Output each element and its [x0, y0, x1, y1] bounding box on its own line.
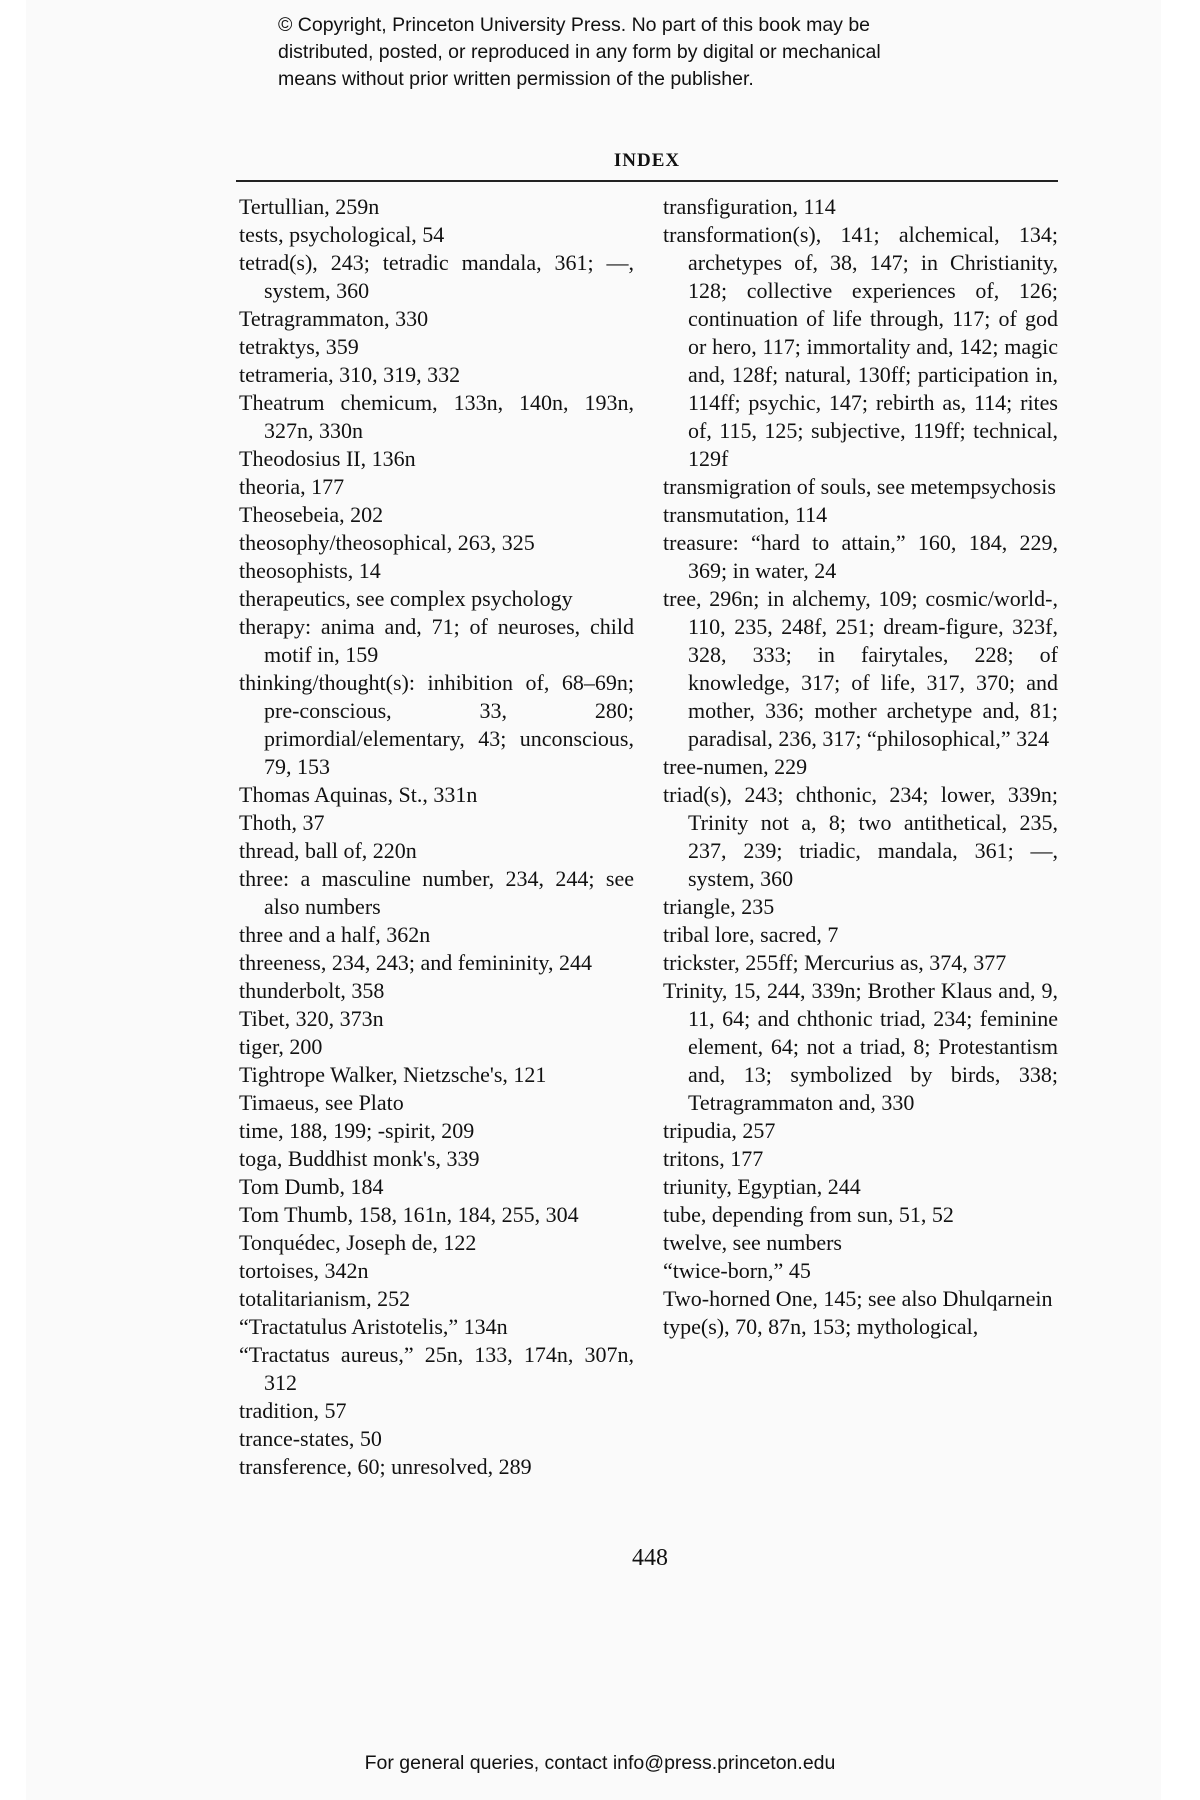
index-entry: transmigration of souls, see metempsychosis: [663, 474, 1056, 499]
index-entry: Tetragrammaton, 330: [239, 306, 429, 331]
index-entry: tradition, 57: [239, 1398, 347, 1423]
index-entry: tribal lore, sacred, 7: [663, 922, 839, 947]
index-entry: Theosebeia, 202: [239, 502, 384, 527]
index-entry: thinking/thought(s): inhibition of, 68–69n; pre-conscious, 33, 280; primordial/elementary, 43; unconscious, 79, 153: [239, 670, 634, 779]
index-entry: type(s), 70, 87n, 153; mythological,: [663, 1314, 979, 1339]
index-right-column: [663, 193, 1058, 1341]
index-entry: tetrameria, 310, 319, 332: [239, 362, 461, 387]
index-entry: tube, depending from sun, 51, 52: [663, 1202, 954, 1227]
index-entry: “Tractatulus Aristotelis,” 134n: [239, 1314, 508, 1339]
index-entry: Tightrope Walker, Nietzsche's, 121: [239, 1062, 547, 1087]
index-entry: three: a masculine number, 234, 244; see also numbers: [239, 866, 634, 919]
index-entry: transformation(s), 141; alchemical, 134; archetypes of, 38, 147; in Christianity, 128; collective experiences of, 126; continuation of life through, 117; of god or hero, 117; immortality and, 142; magic and, 128f; natural, 130ff; participation in, 114ff; psychic, 147; rebirth as, 114; rites of, 115, 125; subjective, 119ff; technical, 129f: [663, 222, 1058, 471]
book-page: [26, 0, 1161, 1800]
index-entry: twelve, see numbers: [663, 1230, 842, 1255]
index-entry: tree, 296n; in alchemy, 109; cosmic/world-, 110, 235, 248f, 251; dream-figure, 323f, 328, 333; in fairytales, 228; of knowledge, 317; of life, 317, 370; and mother, 336; mother archetype and, 81; paradisal, 236, 317; “philosophical,” 324: [663, 586, 1058, 751]
index-entry: “Tractatus aureus,” 25n, 133, 174n, 307n, 312: [239, 1342, 634, 1395]
index-entry: transmutation, 114: [663, 502, 828, 527]
index-entry: treasure: “hard to attain,” 160, 184, 229, 369; in water, 24: [663, 530, 1058, 583]
index-entry: triunity, Egyptian, 244: [663, 1174, 861, 1199]
index-entry: time, 188, 199; -spirit, 209: [239, 1118, 475, 1143]
index-entry: toga, Buddhist monk's, 339: [239, 1146, 480, 1171]
index-entry: Trinity, 15, 244, 339n; Brother Klaus and, 9, 11, 64; and chthonic triad, 234; feminine element, 64; not a triad, 8; Protestantism and, 13; symbolized by birds, 338; Tetragrammaton and, 330: [663, 978, 1058, 1115]
index-entry: Tibet, 320, 373n: [239, 1006, 384, 1031]
index-left-column: [239, 193, 634, 1481]
index-entry: trickster, 255ff; Mercurius as, 374, 377: [663, 950, 1007, 975]
running-header: INDEX: [613, 150, 681, 171]
index-entry: Tonquédec, Joseph de, 122: [239, 1230, 477, 1255]
index-entry: Timaeus, see Plato: [239, 1090, 404, 1115]
index-entry: transference, 60; unresolved, 289: [239, 1454, 532, 1479]
index-entry: Tom Thumb, 158, 161n, 184, 255, 304: [239, 1202, 579, 1227]
index-entry: Two-horned One, 145; see also Dhulqarnein: [663, 1286, 1053, 1311]
index-entry: therapy: anima and, 71; of neuroses, child motif in, 159: [239, 614, 634, 667]
index-entry: tetrad(s), 243; tetradic mandala, 361; —, system, 360: [239, 250, 634, 303]
index-entry: theoria, 177: [239, 474, 345, 499]
copyright-notice: © Copyright, Princeton University Press. No part of this book may be distributed, posted, or reproduced in any form by digital or mechanical means without prior written permission of the publisher.: [278, 14, 881, 90]
index-entry: theosophy/theosophical, 263, 325: [239, 530, 535, 555]
index-entry: trance-states, 50: [239, 1426, 382, 1451]
index-entry: triad(s), 243; chthonic, 234; lower, 339n; Trinity not a, 8; two antithetical, 235, 237, 239; triadic, mandala, 361; —, system, 360: [663, 782, 1058, 891]
index-entry: thread, ball of, 220n: [239, 838, 417, 863]
index-entry: Thomas Aquinas, St., 331n: [239, 782, 478, 807]
index-entry: Thoth, 37: [239, 810, 325, 835]
index-entry: transfiguration, 114: [663, 194, 836, 219]
index-entry: therapeutics, see complex psychology: [239, 586, 573, 611]
index-entry: theosophists, 14: [239, 558, 381, 583]
index-entry: Tertullian, 259n: [239, 194, 380, 219]
header-rule: [236, 180, 1058, 182]
index-entry: Tom Dumb, 184: [239, 1174, 384, 1199]
index-entry: tortoises, 342n: [239, 1258, 369, 1283]
index-entry: thunderbolt, 358: [239, 978, 385, 1003]
index-entry: tiger, 200: [239, 1034, 323, 1059]
index-entry: Theodosius II, 136n: [239, 446, 416, 471]
index-entry: tree-numen, 229: [663, 754, 808, 779]
contact-footer: For general queries, contact info@press.princeton.edu: [364, 1752, 836, 1774]
page-number: 448: [632, 1545, 668, 1571]
index-entry: tetraktys, 359: [239, 334, 359, 359]
index-entry: tritons, 177: [663, 1146, 764, 1171]
index-entry: triangle, 235: [663, 894, 775, 919]
index-entry: Theatrum chemicum, 133n, 140n, 193n, 327n, 330n: [239, 390, 634, 443]
index-entry: “twice-born,” 45: [663, 1258, 811, 1283]
index-entry: tests, psychological, 54: [239, 222, 445, 247]
index-entry: threeness, 234, 243; and femininity, 244: [239, 950, 592, 975]
index-entry: three and a half, 362n: [239, 922, 431, 947]
index-entry: tripudia, 257: [663, 1118, 776, 1143]
index-entry: totalitarianism, 252: [239, 1286, 411, 1311]
